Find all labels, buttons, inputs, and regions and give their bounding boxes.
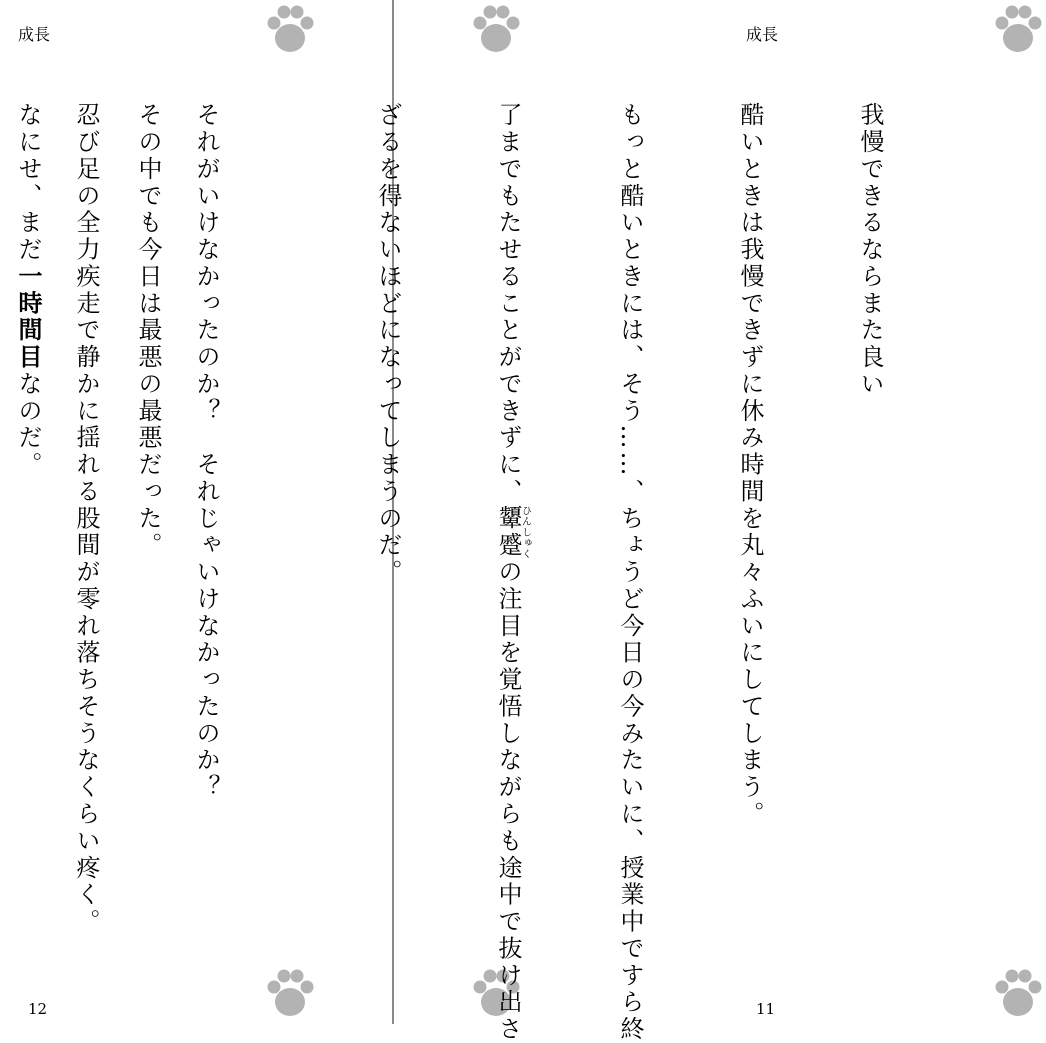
text-column: それがいけなかったのか？ それじゃいけなかったのか？ — [192, 102, 220, 801]
paw-print-icon — [262, 966, 318, 1022]
page-number: 12 — [28, 1000, 48, 1018]
text-run: なのだ。 — [14, 370, 42, 479]
running-header: 成長 — [746, 25, 779, 44]
paw-print-icon — [262, 2, 318, 58]
text-column: 忍び足の全力疾走で静かに揺れる股間が零れ落ちそうなくらい疼く。 — [72, 102, 100, 936]
text-column: 酷いときは我慢できずに休み時間を丸々ふいにしてしまう。 — [736, 102, 764, 828]
paw-print-icon — [990, 2, 1046, 58]
text-run: なにせ、まだ — [14, 102, 42, 264]
text-column: ざるを得ないほどになってしまうのだ。 — [374, 102, 402, 586]
paw-print-icon — [990, 966, 1046, 1022]
text-column — [8, 102, 48, 962]
text-column — [488, 102, 531, 1043]
ruby-base: 顰蹙 — [494, 505, 522, 559]
paw-print-icon — [468, 2, 524, 58]
page-number: 11 — [756, 1000, 776, 1018]
text-column: その中でも今日は最悪の最悪だった。 — [134, 102, 162, 559]
running-header: 成長 — [18, 25, 51, 44]
text-column: もっと酷いときには、そう……、ちょうど今日の今みたいに、授業中ですら終 — [616, 102, 644, 1043]
text-column — [248, 102, 288, 962]
ruby-reading: ひんしゅく — [519, 505, 531, 559]
ruby-annotation — [494, 505, 531, 559]
text-run: の注目を覚悟しながらも途中で抜け出さ — [494, 558, 522, 1043]
text-column: 我慢できるならまた良い — [856, 102, 884, 398]
text-run: 了までもたせることができずに、 — [494, 102, 522, 506]
emphasis-text: 一時間目 — [14, 263, 42, 371]
